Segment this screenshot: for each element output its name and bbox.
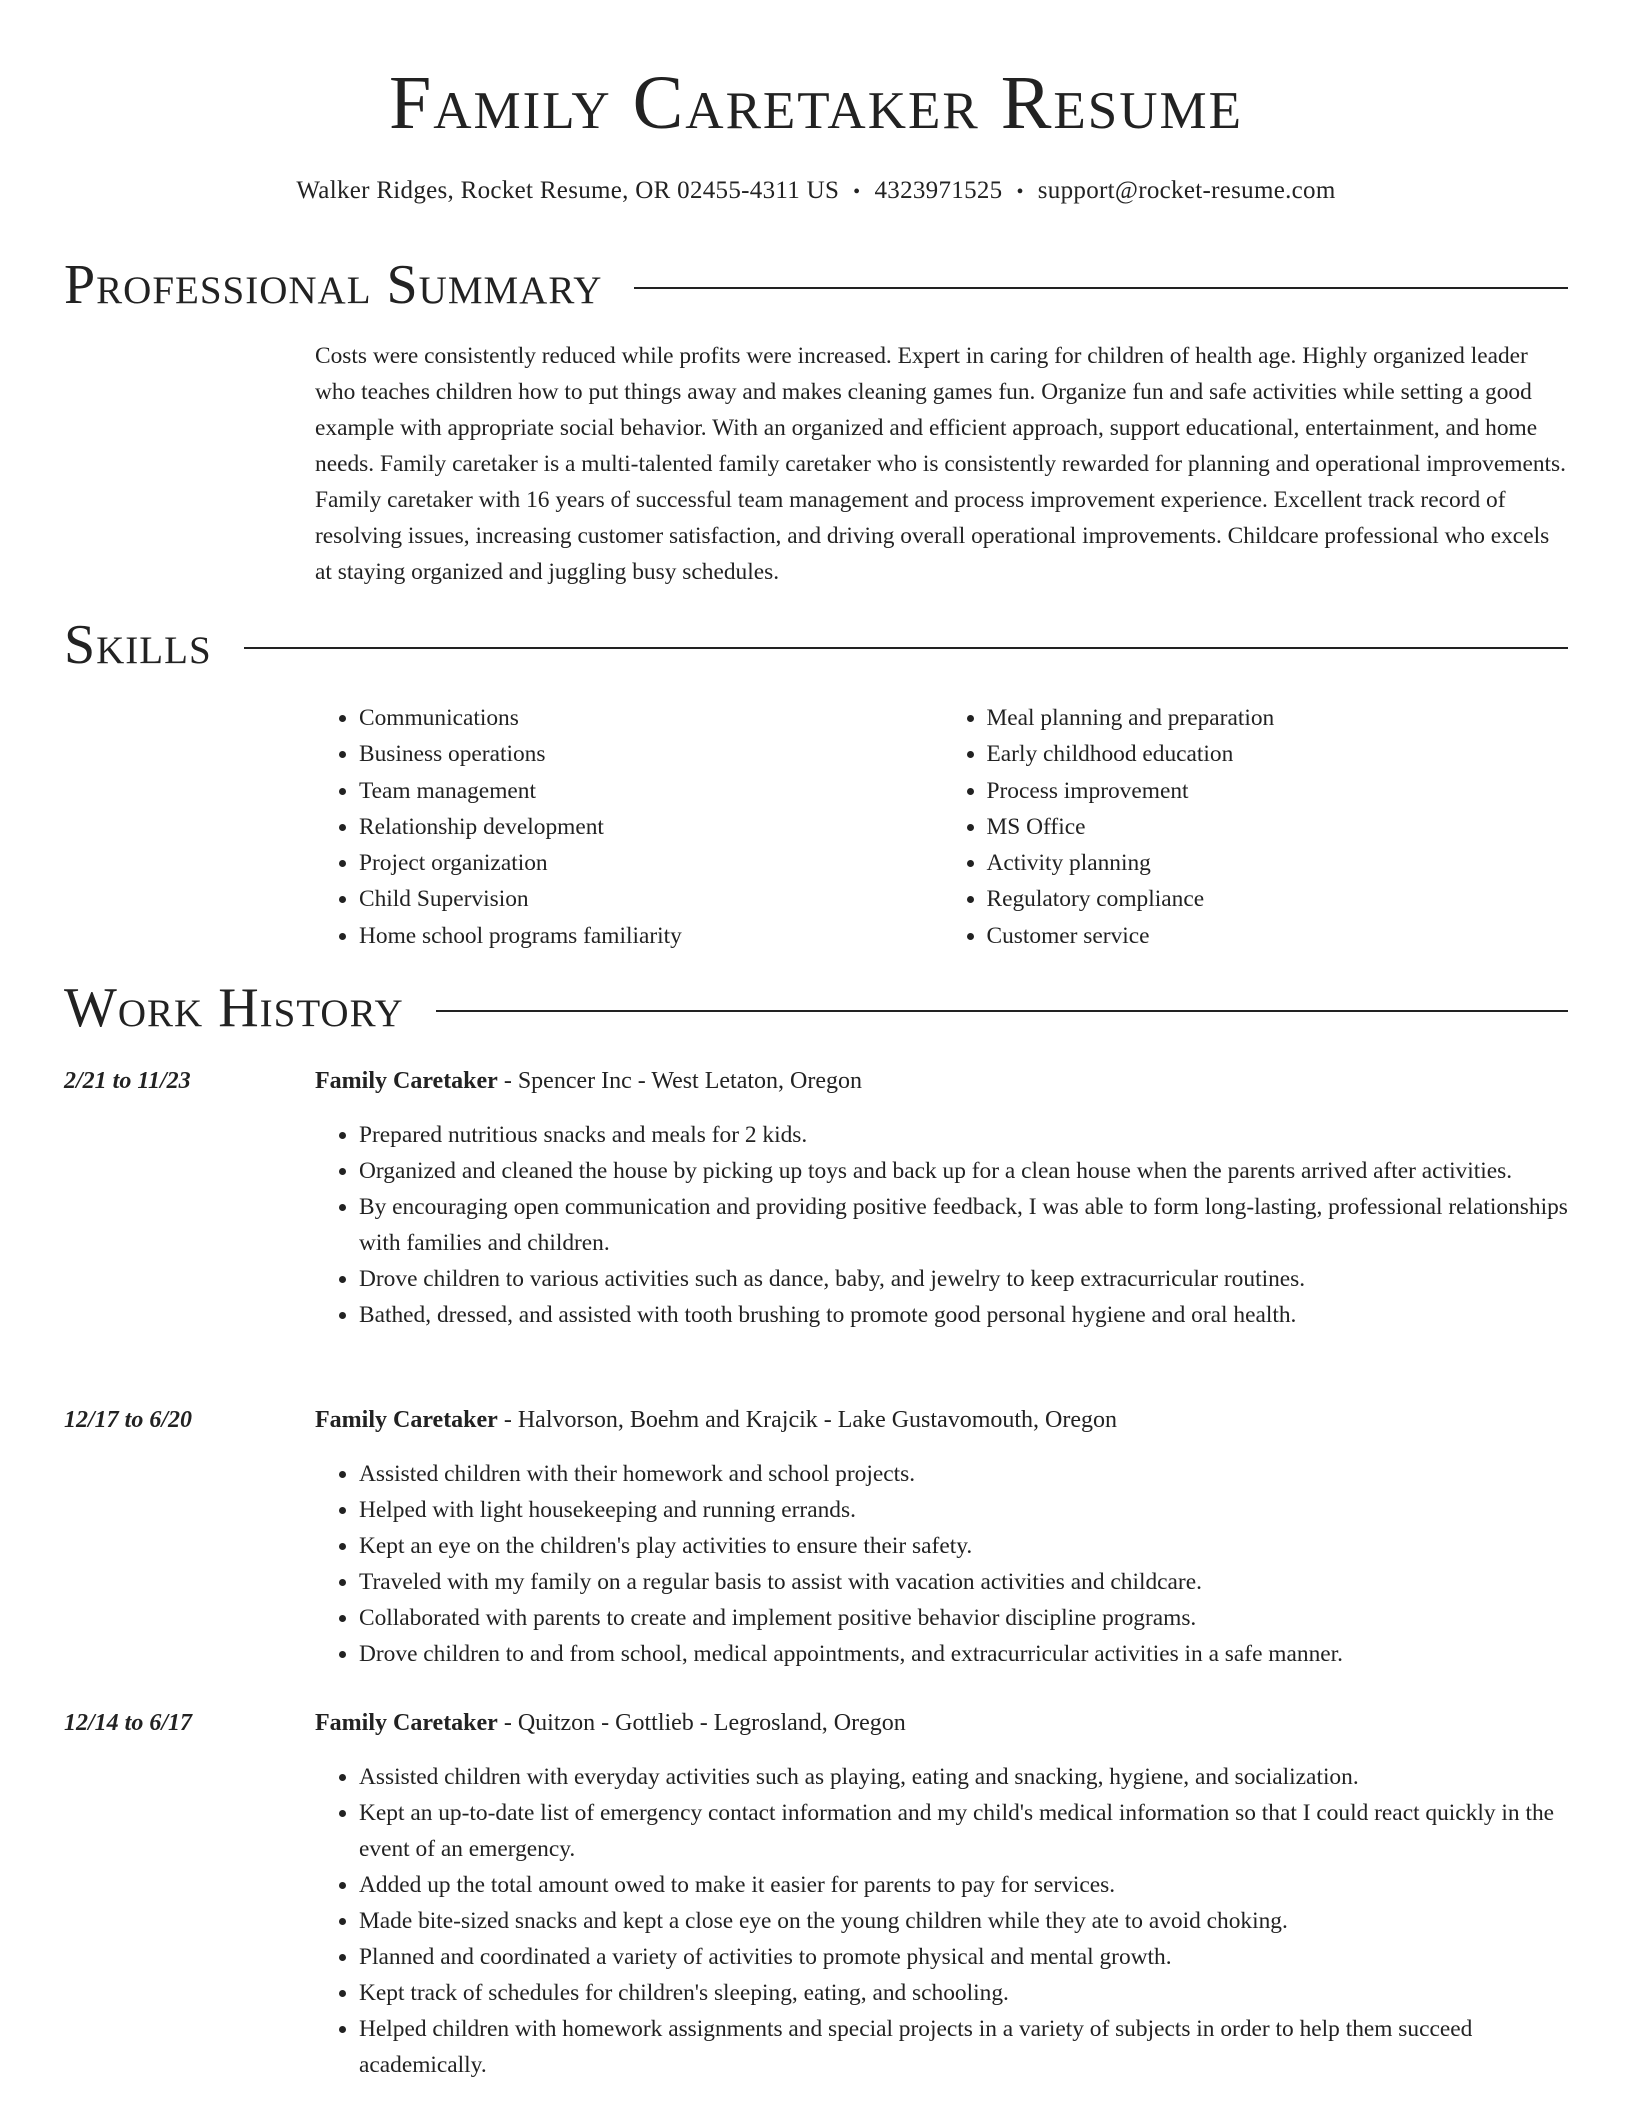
skill-item: • Child Supervision bbox=[359, 881, 943, 917]
job-employer: - Halvorson, Boehm and Krajcik - Lake Gustavomouth, Oregon bbox=[497, 1407, 1118, 1433]
skill-item: • Home school programs familiarity bbox=[359, 918, 943, 954]
skill-item: • Communications bbox=[359, 700, 943, 736]
contact-phone: 4323971525 bbox=[874, 177, 1003, 204]
job-bullet: • Traveled with my family on a regular basis to assist with vacation activities and childcare. bbox=[359, 1564, 1570, 1600]
job-role: Family Caretaker bbox=[315, 1407, 498, 1433]
job-bullet: • Added up the total amount owed to make it easier for parents to pay for services. bbox=[359, 1867, 1570, 1903]
job-employer: - Quitzon - Gottlieb - Legrosland, Oregon bbox=[497, 1710, 906, 1736]
job-bullet: • Bathed, dressed, and assisted with tooth brushing to promote good personal hygiene and oral health. bbox=[359, 1297, 1570, 1333]
job-bullet: • Helped with light housekeeping and running errands. bbox=[359, 1492, 1570, 1528]
skill-item: • Activity planning bbox=[987, 845, 1571, 881]
section-header-skills bbox=[64, 610, 1568, 680]
contact-line bbox=[0, 174, 1632, 209]
section-title-skills: Skills bbox=[64, 614, 212, 676]
job-bullet-list bbox=[315, 1759, 1570, 2083]
job-bullet: • Kept an up-to-date list of emergency contact information and my child's medical information so that I could react quickly in the event of an emergency. bbox=[359, 1795, 1570, 1867]
job-employer: - Spencer Inc - West Letaton, Oregon bbox=[497, 1068, 863, 1094]
skill-item: • Process improvement bbox=[987, 773, 1571, 809]
section-header-summary bbox=[64, 250, 1568, 320]
section-title-work-history: Work History bbox=[64, 977, 404, 1039]
job-bullet: • Assisted children with everyday activities such as playing, eating and snacking, hygiene, and socialization. bbox=[359, 1759, 1570, 1795]
skill-item: • Business operations bbox=[359, 736, 943, 772]
job-heading bbox=[315, 1705, 906, 1741]
job-dates: 12/17 to 6/20 bbox=[64, 1407, 193, 1433]
job-dates: 12/14 to 6/17 bbox=[64, 1710, 193, 1736]
job-bullet: • Prepared nutritious snacks and meals for 2 kids. bbox=[359, 1117, 1570, 1153]
skill-item: • Meal planning and preparation bbox=[987, 700, 1571, 736]
contact-separator: • bbox=[1016, 181, 1024, 203]
job-heading bbox=[315, 1063, 862, 1099]
section-divider bbox=[634, 287, 1568, 289]
skill-item: • Early childhood education bbox=[987, 736, 1571, 772]
contact-separator: • bbox=[853, 181, 861, 203]
skills-grid bbox=[315, 700, 1570, 954]
skill-item: • Relationship development bbox=[359, 809, 943, 845]
job-bullet: • Collaborated with parents to create and implement positive behavior discipline programs. bbox=[359, 1600, 1570, 1636]
job-role: Family Caretaker bbox=[315, 1710, 498, 1736]
contact-address: Walker Ridges, Rocket Resume, OR 02455-4311 US bbox=[296, 177, 840, 204]
section-divider bbox=[436, 1010, 1568, 1012]
job-bullet-list bbox=[315, 1117, 1570, 1333]
job-dates: 2/21 to 11/23 bbox=[64, 1068, 191, 1094]
section-divider bbox=[244, 647, 1568, 649]
job-heading bbox=[315, 1402, 1117, 1438]
job-role: Family Caretaker bbox=[315, 1068, 498, 1094]
job-bullet: • Assisted children with their homework and school projects. bbox=[359, 1456, 1570, 1492]
resume-title: Family Caretaker Resume bbox=[388, 61, 1244, 145]
summary-text: Costs were consistently reduced while profits were increased. Expert in caring for children of health age. Highly organized leader who teaches children how to put things away and makes cleaning games fun. Organize fun and safe activities while setting a good example with appropriate social behavior. With an organized and efficient approach, support educational, entertainment, and home needs. Family caretaker is a multi-talented family caretaker who is consistently rewarded for planning and operational improvements. Family caretaker with 16 years of successful team management and process improvement experience. Excellent track record of resolving issues, increasing customer satisfaction, and driving overall operational improvements. Childcare professional who excels at staying organized and juggling busy schedules. bbox=[315, 343, 1566, 585]
skill-item: • Team management bbox=[359, 773, 943, 809]
job-bullet: • Drove children to various activities such as dance, baby, and jewelry to keep extracurricular routines. bbox=[359, 1261, 1570, 1297]
job-bullet: • Kept an eye on the children's play activities to ensure their safety. bbox=[359, 1528, 1570, 1564]
job-bullet: • Drove children to and from school, medical appointments, and extracurricular activities in a safe manner. bbox=[359, 1636, 1570, 1672]
section-header-work-history bbox=[64, 973, 1568, 1043]
job-bullet-list bbox=[315, 1456, 1570, 1672]
job-bullet: • Made bite-sized snacks and kept a close eye on the young children while they ate to avoid choking. bbox=[359, 1903, 1570, 1939]
job-bullet: • Kept track of schedules for children's sleeping, eating, and schooling. bbox=[359, 1975, 1570, 2011]
skills-column-right bbox=[943, 700, 1571, 954]
job-bullet: • By encouraging open communication and providing positive feedback, I was able to form long-lasting, professional relationships with families and children. bbox=[359, 1189, 1570, 1261]
section-title-summary: Professional Summary bbox=[64, 254, 603, 316]
job-bullet: • Helped children with homework assignments and special projects in a variety of subjects in order to help them succeed academically. bbox=[359, 2011, 1570, 2083]
skills-column-left bbox=[315, 700, 943, 954]
job-bullet: • Planned and coordinated a variety of activities to promote physical and mental growth. bbox=[359, 1939, 1570, 1975]
skill-item: • Customer service bbox=[987, 918, 1571, 954]
skill-item: • Project organization bbox=[359, 845, 943, 881]
skill-item: • MS Office bbox=[987, 809, 1571, 845]
skill-item: • Regulatory compliance bbox=[987, 881, 1571, 917]
job-bullet: • Organized and cleaned the house by picking up toys and back up for a clean house when the parents arrived after activities. bbox=[359, 1153, 1570, 1189]
contact-email: support@rocket-resume.com bbox=[1037, 177, 1336, 204]
